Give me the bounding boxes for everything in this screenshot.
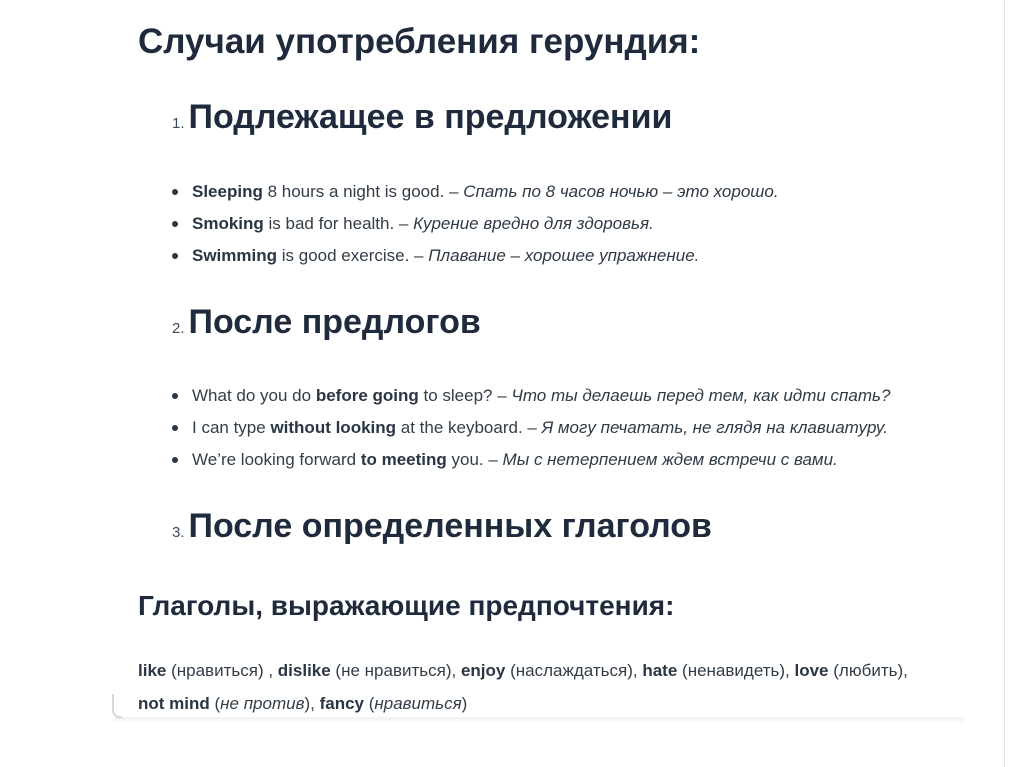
- example-text: We’re looking forward: [192, 450, 361, 469]
- gerund: Swimming: [192, 246, 278, 265]
- example-text: to sleep? –: [418, 386, 512, 405]
- translation: Я могу печатать, не глядя на клавиатуру.: [541, 418, 888, 437]
- bullet-icon: [172, 393, 178, 399]
- page-title: Случаи употребления герундия:: [138, 22, 701, 61]
- example-text: What do you do: [192, 386, 316, 405]
- section-heading-verbs: [172, 507, 712, 546]
- gerund: Smoking: [192, 214, 264, 233]
- translation: Курение вредно для здоровья.: [413, 214, 654, 233]
- verb-translation: нравиться: [374, 694, 462, 713]
- example-text: I can type: [192, 418, 271, 437]
- examples-list-prepositions: [170, 380, 890, 476]
- example-item: [170, 176, 779, 208]
- verb-translation: любить: [838, 661, 898, 680]
- example-item: [170, 412, 890, 444]
- bullet-icon: [172, 253, 178, 259]
- section-heading-prepositions: [172, 303, 481, 342]
- verb: love: [794, 661, 829, 680]
- bullet-icon: [172, 189, 178, 195]
- example-item: [170, 240, 779, 272]
- verb: dislike: [277, 661, 331, 680]
- section-number: 2.: [172, 320, 185, 337]
- gerund: before going: [315, 386, 419, 405]
- translation: Плавание – хорошее упражнение.: [428, 246, 700, 265]
- page-corner-mark: [112, 694, 122, 718]
- example-item: [170, 208, 779, 240]
- gerund: without looking: [270, 418, 397, 437]
- section-number: 1.: [172, 115, 185, 132]
- verb: fancy: [319, 694, 364, 713]
- example-text: you. –: [446, 450, 503, 469]
- section-title: После предлогов: [188, 303, 481, 341]
- verb-translation: ненавидеть: [687, 661, 780, 680]
- example-item: [170, 444, 890, 476]
- bullet-icon: [172, 221, 178, 227]
- verb-translation: не против: [220, 694, 305, 713]
- example-item: [170, 380, 890, 412]
- section-number: 3.: [172, 524, 185, 541]
- verb-translation: не нравиться: [341, 661, 446, 680]
- verb: not mind: [138, 694, 210, 713]
- verb-translation: нравиться: [176, 661, 258, 680]
- verb: hate: [642, 661, 678, 680]
- example-text: is good exercise. –: [277, 246, 429, 265]
- translation: Мы с нетерпением ждем встречи с вами.: [502, 450, 838, 469]
- section-title: Подлежащее в предложении: [188, 98, 673, 136]
- translation: Что ты делаешь перед тем, как идти спать?: [511, 386, 891, 405]
- slide-frame-edge: [1004, 0, 1005, 767]
- section-heading-subject: [172, 98, 672, 137]
- bullet-icon: [172, 457, 178, 463]
- verb: like: [138, 661, 167, 680]
- example-text: is bad for health. –: [263, 214, 414, 233]
- preference-verbs-paragraph: like (нравиться) , dislike (не нравиться), enjoy (наслаждаться), hate (ненавидеть), love (любить), not mind (не против), fancy (нравиться): [138, 661, 908, 713]
- verb-translation: наслаждаться: [515, 661, 628, 680]
- verb: enjoy: [460, 661, 506, 680]
- example-text: 8 hours a night is good. –: [262, 182, 464, 201]
- example-text: at the keyboard. –: [396, 418, 542, 437]
- examples-list-subject: [170, 176, 779, 272]
- section-title: После определенных глаголов: [188, 507, 712, 545]
- preferences-heading: Глаголы, выражающие предпочтения:: [138, 590, 675, 621]
- bullet-icon: [172, 425, 178, 431]
- gerund: Sleeping: [192, 182, 263, 201]
- gerund: to meeting: [360, 450, 447, 469]
- translation: Спать по 8 часов ночью – это хорошо.: [463, 182, 779, 201]
